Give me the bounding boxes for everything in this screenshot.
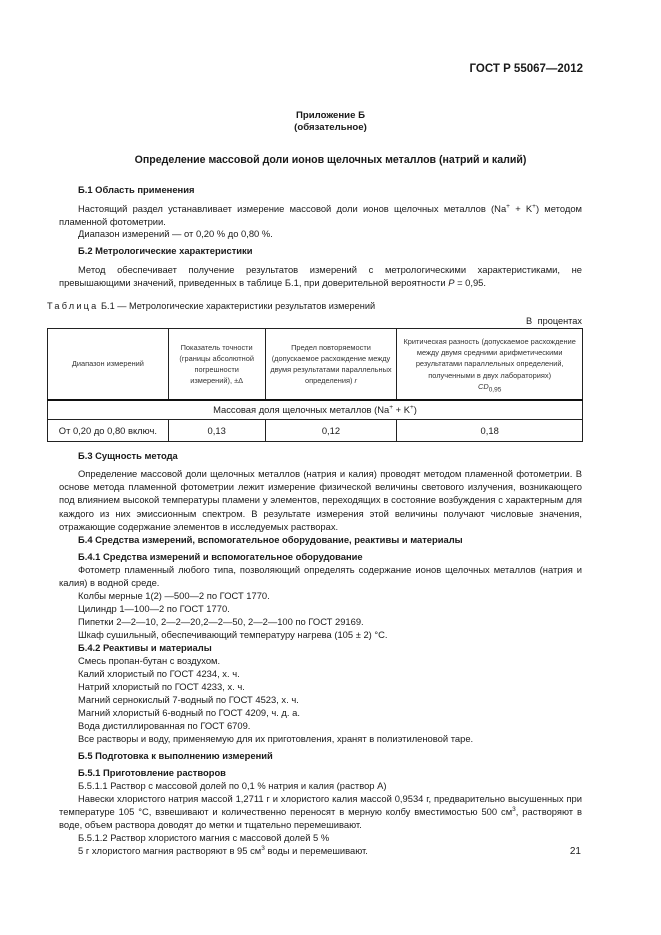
equipment-item: Шкаф сушильный, обеспечивающий температуру нагрева (105 ± 2) °С.	[78, 629, 388, 640]
section-b1-paragraph: Настоящий раздел устанавливает измерение массовой доли ионов щелочных металлов (Na+ + K+) методом пламенной фотометрии.	[59, 202, 582, 228]
reagent-item: Вода дистиллированная по ГОСТ 6709.	[78, 720, 251, 731]
reagent-item: Калий хлористый по ГОСТ 4234, х. ч.	[78, 668, 240, 679]
section-b512-paragraph: 5 г хлористого магния растворяют в 95 $см^3$ воды и перемешивают.	[78, 844, 368, 856]
equipment-item: Пипетки 2—2—10, 2—2—20,2—2—50, 2—2—100 по ГОСТ 29169.	[78, 616, 364, 627]
table-caption: Таблица Б.1 — Метрологические характеристики результатов измерений	[47, 301, 376, 311]
table-header-cell: Показатель точности (границы абсолютной погрешности измерений), ±Δ	[168, 329, 265, 401]
section-b2-paragraph: Метод обеспечивает получение результатов измерений с метрологическими характеристиками, не превышающими значений, приведенных в таблице Б.1, при доверительной вероятности P = 0,95.	[59, 264, 582, 289]
equipment-item: Колбы мерные 1(2) —500—2 по ГОСТ 1770.	[78, 590, 270, 601]
section-b4-heading: Б.4 Средства измерений, вспомогательное оборудование, реактивы и материалы	[78, 534, 463, 545]
table-cell: От 0,20 до 0,80 включ.	[48, 420, 169, 442]
section-b1-range: Диапазон измерений — от 0,20 % до 0,80 %.	[78, 228, 273, 239]
section-b41-heading: Б.4.1 Средства измерений и вспомогательное оборудование	[78, 551, 363, 562]
table-cell: 0,12	[265, 420, 397, 442]
table-subheader-cell: Массовая доля щелочных металлов (Na+ + K+)	[48, 400, 583, 420]
appendix-status: (обязательное)	[294, 122, 367, 133]
section-b3-paragraph: Определение массовой доли щелочных металлов (натрия и калия) проводят методом пламенной фотометрии. В основе метода пламенной фотометрии лежит измерение физической величины светового излучения, возникающего под влиянием высокой температуры пламени у элементов, переходящих в состояние возбуждения с характерным для каждого из них эмиссионным спектром. В результате измерения этой величины получают числовые значения, отражающие содержание элементов в исследуемых растворах.	[59, 468, 582, 532]
section-b511-paragraph: Навески хлористого натрия массой 1,2711 г и хлористого калия массой 0,9534 г, предварительно высушенных при температуре 105 °С, взвешивают и количественно переносят в мерную колбу вместимостью 500 $см^3$, растворяют в воде, объем раствора доводят до метки и тщательно перемешивают.	[59, 793, 582, 831]
table-header-row	[48, 329, 583, 401]
section-b42-heading: Б.4.2 Реактивы и материалы	[78, 642, 212, 653]
section-b41-paragraph: Фотометр пламенный любого типа, позволяющий определять содержание ионов щелочных металлов (натрия и калия) в водной среде.	[59, 564, 582, 589]
section-b51-heading: Б.5.1 Приготовление растворов	[78, 767, 226, 778]
section-b2-heading: Б.2 Метрологические характеристики	[78, 245, 253, 256]
metrology-table	[47, 328, 583, 442]
table-row	[48, 420, 583, 442]
section-b3-heading: Б.3 Сущность метода	[78, 450, 178, 461]
reagent-item: Магний сернокислый 7-водный по ГОСТ 4523, х. ч.	[78, 694, 299, 705]
section-b5-heading: Б.5 Подготовка к выполнению измерений	[78, 750, 273, 761]
table-cell: 0,13	[168, 420, 265, 442]
table-units: В процентах	[525, 316, 582, 326]
equipment-item: Цилиндр 1—100—2 по ГОСТ 1770.	[78, 603, 230, 614]
section-b511-title: Б.5.1.1 Раствор с массовой долей по 0,1 % натрия и калия (раствор А)	[78, 780, 387, 791]
table-header-cell: Диапазон измерений	[48, 329, 169, 401]
reagent-item: Натрий хлористый по ГОСТ 4233, х. ч.	[78, 681, 245, 692]
section-b512-title: Б.5.1.2 Раствор хлористого магния с массовой долей 5 %	[78, 832, 330, 843]
main-title: Определение массовой доли ионов щелочных металлов (натрий и калий)	[134, 154, 527, 166]
reagent-item: Все растворы и воду, применяемую для их приготовления, хранят в полиэтиленовой таре.	[78, 733, 474, 744]
appendix-title: Приложение Б	[296, 110, 365, 121]
table-header-cell: Критическая разность (допускаемое расхождение между двумя средними арифметическими результатами параллельных определений, полученными в двух лабораториях) $CD_{0,95}$	[397, 329, 583, 401]
table-header-cell: Предел повторяемости (допускаемое расхождение между двумя результатами параллельных определения) r	[265, 329, 397, 401]
table-cell: 0,18	[397, 420, 583, 442]
document-code: ГОСТ Р 55067—2012	[469, 63, 583, 75]
reagent-item: Магний хлористый 6-водный по ГОСТ 4209, ч. д. а.	[78, 707, 300, 718]
reagent-item: Смесь пропан-бутан с воздухом.	[78, 655, 221, 666]
page-number: 21	[569, 846, 581, 857]
section-b1-heading: Б.1 Область применения	[78, 184, 195, 195]
table-subheader-row	[48, 400, 583, 420]
